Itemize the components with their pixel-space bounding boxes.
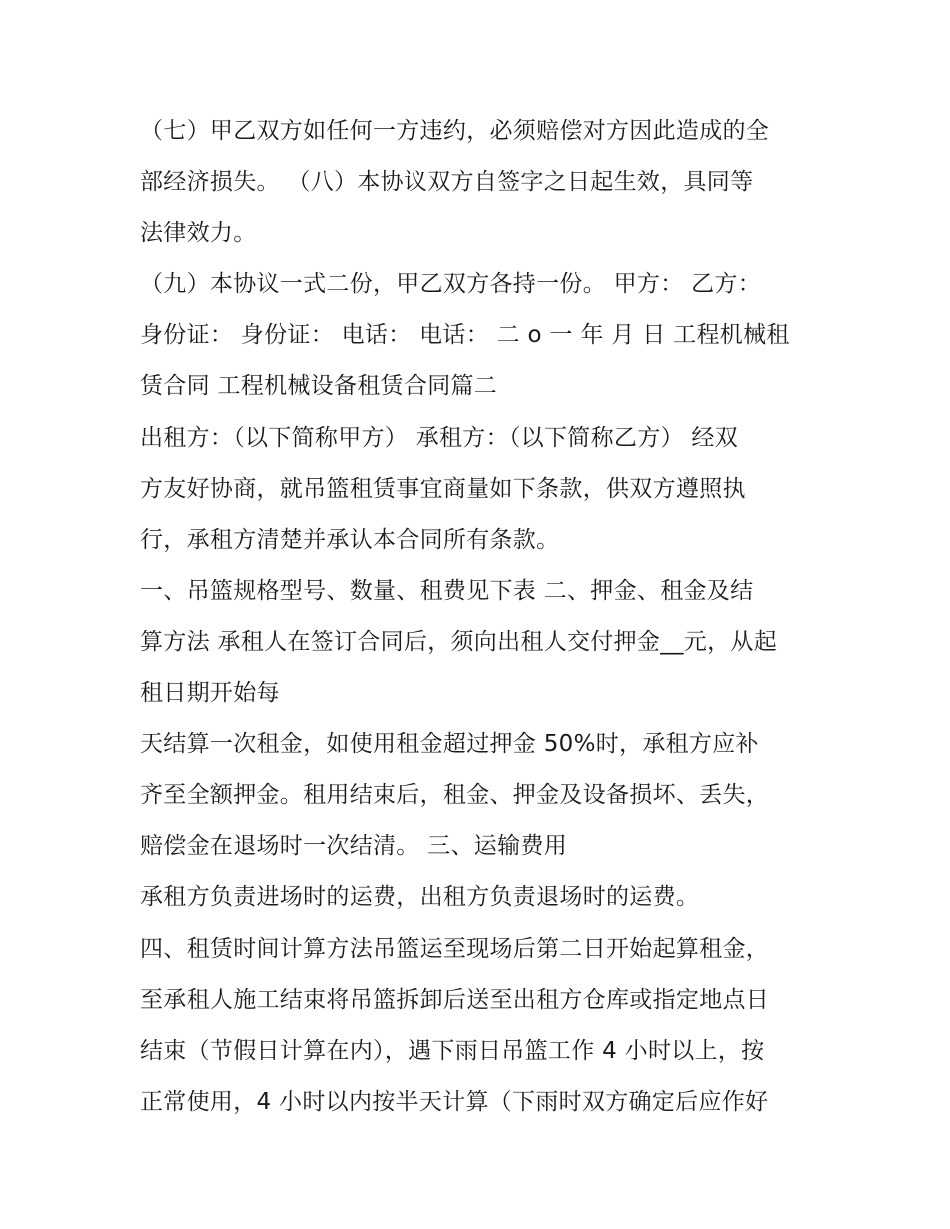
text-line: 一、吊篮规格型号、数量、租费见下表 二、押金、租金及结 <box>140 577 754 604</box>
text-line: 正常使用，4 小时以内按半天计算（下雨时双方确定后应作好 <box>140 1088 769 1115</box>
text-line: 赔偿金在退场时一次结清。 三、运输费用 <box>140 833 568 860</box>
text-line: 法律效力。 <box>140 220 257 247</box>
text-line: 部经济损失。 （八）本协议双方自签字之日起生效，具同等 <box>140 169 754 196</box>
text-line: 方友好协商，就吊篮租赁事宜商量如下条款，供双方遵照执 <box>140 475 746 502</box>
text-line: 行，承租方清楚并承认本合同所有条款。 <box>140 526 560 553</box>
text-line: （九）本协议一式二份，甲乙双方各持一份。 甲方： 乙方： <box>140 271 762 298</box>
document-body <box>140 106 820 1128</box>
text-line: 四、租赁时间计算方法吊篮运至现场后第二日开始起算租金， <box>140 935 770 962</box>
text-line: （七）甲乙双方如任何一方违约，必须赔偿对方因此造成的全 <box>140 118 770 144</box>
text-line: 算方法 承租人在签订合同后，须向出租人交付押金__元，从起 <box>140 628 778 655</box>
text-line: 赁合同 工程机械设备租赁合同篇二 <box>140 373 498 400</box>
text-line: 租日期开始每 <box>140 680 280 707</box>
text-line: 至承租人施工结束将吊篮拆卸后送至出租方仓库或指定地点日 <box>140 986 770 1013</box>
text-line: 承租方负责进场时的运费，出租方负责退场时的运费。 <box>140 884 700 911</box>
text-line: 天结算一次租金，如使用租金超过押金 50%时，承租方应补 <box>140 731 759 758</box>
text-line: 出租方：（以下简称甲方） 承租方：（以下简称乙方） 经双 <box>140 424 739 451</box>
text-line: 齐至全额押金。租用结束后，租金、押金及设备损坏、丢失， <box>140 782 770 809</box>
text-line: 身份证： 身份证： 电话： 电话： 二 o 一 年 月 日 工程机械租 <box>140 322 790 349</box>
text-line: 结束（节假日计算在内），遇下雨日吊篮工作 4 小时以上，按 <box>140 1037 765 1064</box>
